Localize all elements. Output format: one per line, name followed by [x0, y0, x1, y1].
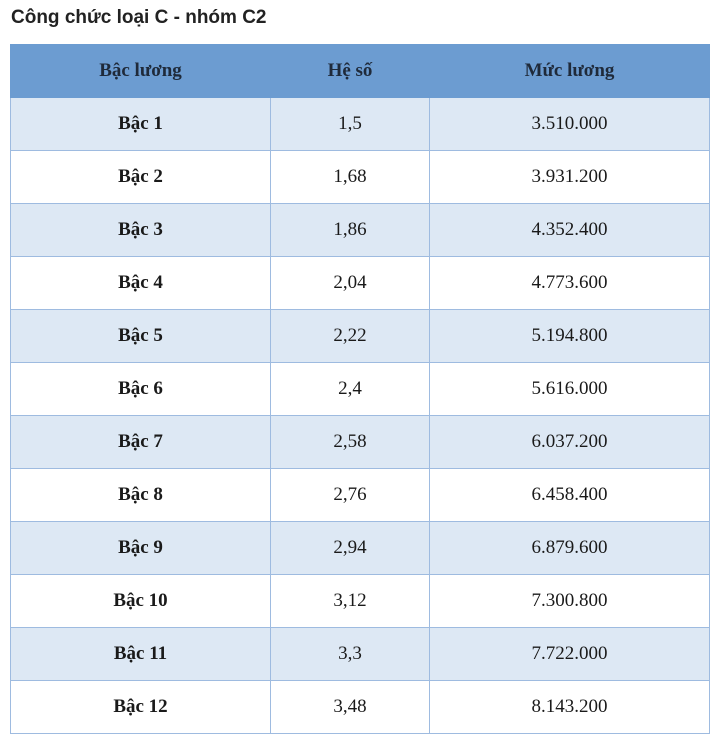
salary-cell: 6.037.200 — [430, 416, 710, 469]
column-header-grade: Bậc lương — [11, 45, 271, 98]
coefficient-cell: 2,58 — [271, 416, 430, 469]
table-row — [11, 204, 710, 257]
salary-cell: 5.616.000 — [430, 363, 710, 416]
salary-cell: 3.510.000 — [430, 98, 710, 151]
page-title: Công chức loại C - nhóm C2 — [11, 7, 267, 28]
grade-cell: Bậc 12 — [11, 681, 271, 734]
table-row — [11, 628, 710, 681]
coefficient-cell: 1,86 — [271, 204, 430, 257]
coefficient-cell: 3,48 — [271, 681, 430, 734]
grade-cell: Bậc 3 — [11, 204, 271, 257]
grade-cell: Bậc 7 — [11, 416, 271, 469]
column-header-coefficient: Hệ số — [271, 45, 430, 98]
header-row — [11, 45, 710, 98]
grade-cell: Bậc 11 — [11, 628, 271, 681]
salary-cell: 3.931.200 — [430, 151, 710, 204]
table-row — [11, 681, 710, 734]
coefficient-cell: 2,76 — [271, 469, 430, 522]
table-row — [11, 257, 710, 310]
salary-cell: 7.722.000 — [430, 628, 710, 681]
grade-cell: Bậc 10 — [11, 575, 271, 628]
table-row — [11, 469, 710, 522]
grade-cell: Bậc 2 — [11, 151, 271, 204]
grade-cell: Bậc 8 — [11, 469, 271, 522]
grade-cell: Bậc 5 — [11, 310, 271, 363]
table-row — [11, 310, 710, 363]
coefficient-cell: 2,04 — [271, 257, 430, 310]
salary-cell: 8.143.200 — [430, 681, 710, 734]
coefficient-cell: 3,3 — [271, 628, 430, 681]
table-row — [11, 575, 710, 628]
table-header — [11, 45, 710, 98]
salary-cell: 5.194.800 — [430, 310, 710, 363]
salary-cell: 6.879.600 — [430, 522, 710, 575]
salary-cell: 4.773.600 — [430, 257, 710, 310]
coefficient-cell: 2,94 — [271, 522, 430, 575]
grade-cell: Bậc 4 — [11, 257, 271, 310]
salary-table — [10, 44, 710, 734]
coefficient-cell: 1,5 — [271, 98, 430, 151]
table-row — [11, 416, 710, 469]
table-row — [11, 151, 710, 204]
grade-cell: Bậc 9 — [11, 522, 271, 575]
coefficient-cell: 2,4 — [271, 363, 430, 416]
salary-cell: 7.300.800 — [430, 575, 710, 628]
coefficient-cell: 1,68 — [271, 151, 430, 204]
salary-cell: 6.458.400 — [430, 469, 710, 522]
coefficient-cell: 3,12 — [271, 575, 430, 628]
coefficient-cell: 2,22 — [271, 310, 430, 363]
table-row — [11, 522, 710, 575]
table-row — [11, 363, 710, 416]
table-row — [11, 98, 710, 151]
salary-cell: 4.352.400 — [430, 204, 710, 257]
table-body — [11, 98, 710, 734]
grade-cell: Bậc 6 — [11, 363, 271, 416]
column-header-salary: Mức lương — [430, 45, 710, 98]
grade-cell: Bậc 1 — [11, 98, 271, 151]
